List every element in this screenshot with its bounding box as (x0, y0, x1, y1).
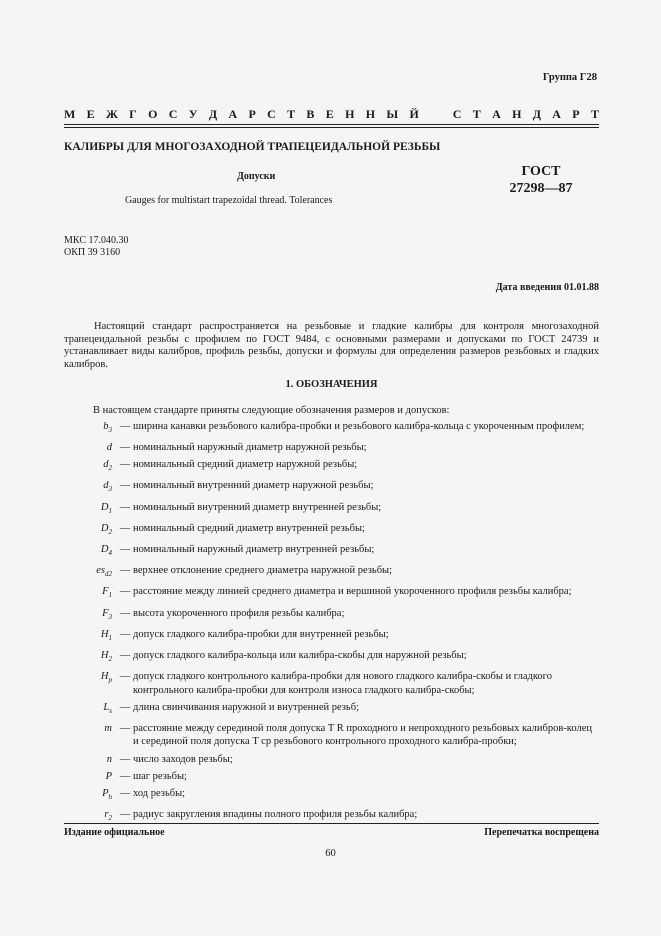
definition-symbol: $r_2$ (104, 808, 112, 822)
definition-symbol: $D_2$ (100, 522, 112, 536)
definition-dash: — (119, 544, 131, 556)
definition-dash: — (119, 701, 131, 713)
definition-dash: — (119, 770, 131, 782)
heading-letter: Й (409, 107, 419, 121)
definition-dash: — (119, 628, 131, 640)
definition-text: верхнее отклонение среднего диаметра наружной резьбы; (133, 565, 393, 577)
gost-label: ГОСТ (521, 164, 561, 179)
definition-text: радиус закругления впадины полного профиля резьбы калибра; (133, 808, 418, 820)
definition-item (64, 670, 599, 697)
definition-symbol: $H_1$ (100, 628, 112, 642)
definition-item (64, 479, 599, 497)
definition-item (64, 701, 599, 719)
definition-text: длина свинчивания наружной и внутренней резьб; (133, 701, 359, 713)
definitions-intro: В настоящем стандарте приняты следующие обозначения размеров и допусков: (93, 405, 450, 416)
definition-dash: — (119, 421, 131, 432)
definition-item (64, 564, 599, 582)
definition-item (64, 585, 599, 603)
definition-dash: — (119, 480, 131, 492)
okp-code: ОКП 39 3160 (64, 247, 121, 258)
definition-dash: — (119, 753, 131, 765)
heading-letter: Е (325, 107, 334, 121)
definition-item (64, 441, 599, 455)
definition-symbol: $H_p$ (100, 671, 112, 685)
definition-dash: — (119, 442, 131, 454)
heading-letter: У (188, 107, 198, 121)
definition-dash: — (119, 565, 131, 577)
definition-item (64, 522, 599, 540)
definition-dash: — (119, 808, 131, 820)
definition-text: номинальный наружный диаметр наружной резьбы; (133, 442, 367, 454)
definition-symbol: $es_{d2}$ (96, 565, 112, 579)
heading-letter: А (228, 107, 238, 121)
heading-letter: С (168, 107, 178, 121)
definition-text: допуск гладкого контрольного калибра-пробки для нового гладкого калибра-скобы и гладкого контрольного калибра-пробки для контроля износа гладкого калибра-скобы; (133, 671, 552, 696)
definition-text: номинальный внутренний диаметр внутренней резьбы; (133, 501, 382, 513)
heading-letter: Ы (386, 107, 399, 121)
definition-item (64, 770, 599, 784)
heading-letter: М (64, 107, 76, 121)
definition-symbol: n (106, 753, 112, 765)
heading-letter: А (552, 107, 561, 121)
definition-text: допуск гладкого калибра-кольца или калибра-скобы для наружной резьбы; (133, 649, 467, 661)
definition-item (64, 607, 599, 625)
definition-item (64, 543, 599, 561)
definition-text: ширина канавки резьбового калибра-пробки и резьбового калибра-кольца с укороченным профилем; (133, 421, 585, 432)
definition-dash: — (119, 501, 131, 513)
heading-letter: Е (86, 107, 95, 121)
heading-letter: Н (365, 107, 376, 121)
definition-text: номинальный наружный диаметр внутренней резьбы; (133, 544, 375, 556)
definition-item (64, 722, 599, 749)
definition-dash: — (119, 607, 131, 619)
classification-codes (64, 235, 128, 259)
page-number: 60 (325, 848, 336, 859)
definition-item (64, 753, 599, 767)
heading-letter: Т (287, 107, 296, 121)
definition-dash: — (119, 586, 131, 598)
section-heading: 1. ОБОЗНАЧЕНИЯ (285, 379, 378, 390)
definition-dash: — (119, 671, 131, 683)
heading-letter: Р (572, 107, 580, 121)
definition-symbol: $F_1$ (102, 586, 112, 600)
heading-letter: Р (248, 107, 256, 121)
heading-letter: С (267, 107, 276, 121)
heading-letter: С (452, 107, 462, 121)
footer-official-edition: Издание официальное (64, 827, 165, 838)
gost-designation (496, 163, 586, 197)
heading-letter: В (306, 107, 315, 121)
definition-symbol: $d_3$ (103, 480, 112, 494)
definition-item (64, 628, 599, 646)
definition-text: номинальный средний диаметр внутренней резьбы; (133, 522, 365, 534)
header-rule-bottom (64, 127, 599, 128)
definition-symbol: $D_1$ (100, 501, 112, 515)
header-rule-top (64, 124, 599, 125)
scope-text: Настоящий стандарт распространяется на резьбовые и гладкие калибры для контроля многозаходной трапецеидальной резьбы с профилем по ГОСТ 9484, с основными размерами и допусками по ГОСТ 24739 и устанавливает виды калибров, профиль резьбы, допуски и формулы для определения размеров резьбовых и гладких калибров. (64, 321, 599, 370)
definition-dash: — (119, 722, 131, 734)
definition-item (64, 501, 599, 519)
heading-letter: Т (472, 107, 481, 121)
definition-symbol: $d_2$ (103, 459, 112, 473)
heading-letter: Д (208, 107, 218, 121)
definition-symbol: $D_4$ (100, 544, 112, 558)
definition-symbol: $F_3$ (102, 607, 112, 621)
definition-text: шаг резьбы; (133, 770, 187, 782)
definition-text: номинальный внутренний диаметр наружной резьбы; (133, 480, 374, 492)
group-label: Группа Г28 (542, 72, 597, 83)
introduction-date: Дата введения 01.01.88 (495, 282, 599, 293)
definition-symbol: $P_h$ (102, 787, 112, 801)
english-title: Gauges for multistart trapezoidal thread. Tolerances (125, 195, 333, 206)
definition-item (64, 649, 599, 667)
definition-item (64, 458, 599, 476)
definition-symbol: $b_3$ (103, 421, 112, 435)
definition-symbol: d (106, 442, 112, 454)
definition-item (64, 787, 599, 805)
footer-rule (64, 823, 599, 824)
definition-dash: — (119, 787, 131, 799)
definition-text: расстояние между линией среднего диаметра и вершиной укороченного профиля резьбы калибра; (133, 586, 572, 598)
definition-symbol: P (105, 770, 112, 782)
footer-reprint-prohibited: Перепечатка воспрещена (484, 827, 599, 838)
definition-symbol: m (104, 722, 112, 734)
interstate-standard-heading (64, 107, 599, 122)
heading-letter: Н (345, 107, 355, 121)
definition-text: номинальный средний диаметр наружной резьбы; (133, 459, 358, 471)
gost-number: 27298—87 (509, 181, 573, 196)
definition-dash: — (119, 459, 131, 471)
definition-symbol: $L_s$ (103, 701, 112, 715)
heading-letter: Т (590, 107, 599, 121)
definition-item (64, 420, 599, 438)
definitions-list (64, 420, 599, 829)
scope-paragraph (64, 321, 599, 371)
heading-letter: А (492, 107, 501, 121)
heading-letter: Н (512, 107, 522, 121)
definition-symbol: $H_2$ (100, 649, 112, 664)
heading-letter: Ж (105, 107, 118, 121)
definition-text: расстояние между серединой поля допуска T R проходного и непроходного резьбовых калибров-колец и серединой поля допуска T ср резьбового контрольного проходного калибра-пробки; (133, 722, 593, 748)
definition-text: число заходов резьбы; (133, 753, 233, 765)
definition-dash: — (119, 649, 131, 661)
definition-text: допуск гладкого калибра-пробки для внутренней резьбы; (133, 628, 389, 640)
heading-letter: Д (532, 107, 541, 121)
definition-text: высота укороченного профиля резьбы калибра; (133, 607, 345, 619)
mks-code: МКС 17.040.30 (64, 235, 129, 246)
definition-dash: — (119, 522, 131, 534)
document-title: КАЛИБРЫ ДЛЯ МНОГОЗАХОДНОЙ ТРАПЕЦЕИДАЛЬНОЙ РЕЗЬБЫ (64, 141, 441, 153)
heading-letter: О (148, 107, 158, 121)
definition-text: ход резьбы; (133, 787, 186, 799)
document-subtitle: Допуски (237, 171, 276, 182)
heading-letter: Г (129, 107, 137, 121)
